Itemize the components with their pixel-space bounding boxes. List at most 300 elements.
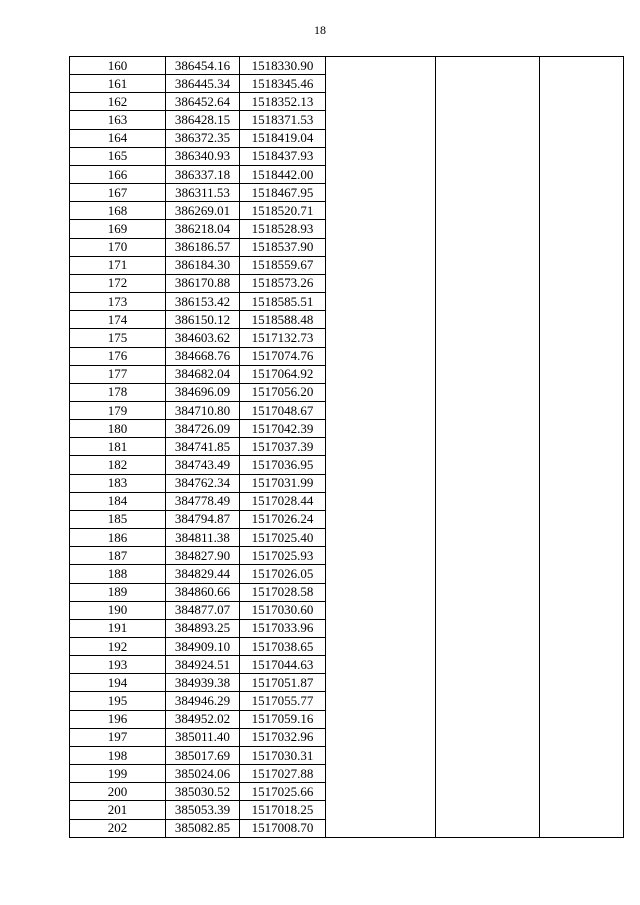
- y-coordinate-cell: 1517056.20: [240, 383, 326, 401]
- point-number-cell: 169: [70, 220, 166, 238]
- empty-cell: [540, 202, 624, 220]
- y-coordinate-cell: 1517059.16: [240, 710, 326, 728]
- empty-cell: [326, 202, 436, 220]
- table-row: [70, 438, 624, 456]
- empty-cell: [436, 638, 540, 656]
- x-coordinate-cell: 384682.04: [166, 365, 240, 383]
- coordinates-table: [69, 56, 624, 838]
- table-row: [70, 256, 624, 274]
- empty-cell: [540, 765, 624, 783]
- point-number-cell: 163: [70, 111, 166, 129]
- y-coordinate-cell: 1518537.90: [240, 238, 326, 256]
- x-coordinate-cell: 386452.64: [166, 93, 240, 111]
- table-row: [70, 765, 624, 783]
- table-row: [70, 674, 624, 692]
- empty-cell: [326, 57, 436, 75]
- table-row: [70, 347, 624, 365]
- empty-cell: [326, 710, 436, 728]
- empty-cell: [326, 583, 436, 601]
- empty-cell: [540, 238, 624, 256]
- point-number-cell: 175: [70, 329, 166, 347]
- empty-cell: [540, 274, 624, 292]
- table-row: [70, 456, 624, 474]
- point-number-cell: 172: [70, 274, 166, 292]
- empty-cell: [436, 510, 540, 528]
- y-coordinate-cell: 1518588.48: [240, 311, 326, 329]
- empty-cell: [540, 583, 624, 601]
- empty-cell: [326, 492, 436, 510]
- empty-cell: [326, 93, 436, 111]
- empty-cell: [326, 601, 436, 619]
- empty-cell: [436, 674, 540, 692]
- point-number-cell: 181: [70, 438, 166, 456]
- y-coordinate-cell: 1517025.66: [240, 783, 326, 801]
- empty-cell: [326, 111, 436, 129]
- empty-cell: [436, 746, 540, 764]
- empty-cell: [540, 438, 624, 456]
- empty-cell: [326, 184, 436, 202]
- y-coordinate-cell: 1517074.76: [240, 347, 326, 365]
- empty-cell: [436, 238, 540, 256]
- empty-cell: [540, 165, 624, 183]
- x-coordinate-cell: 384794.87: [166, 510, 240, 528]
- table-row: [70, 57, 624, 75]
- y-coordinate-cell: 1518437.93: [240, 147, 326, 165]
- table-row: [70, 692, 624, 710]
- y-coordinate-cell: 1517036.95: [240, 456, 326, 474]
- point-number-cell: 179: [70, 401, 166, 419]
- empty-cell: [436, 783, 540, 801]
- point-number-cell: 182: [70, 456, 166, 474]
- x-coordinate-cell: 384741.85: [166, 438, 240, 456]
- empty-cell: [436, 474, 540, 492]
- x-coordinate-cell: 384710.80: [166, 401, 240, 419]
- empty-cell: [326, 674, 436, 692]
- x-coordinate-cell: 384726.09: [166, 420, 240, 438]
- empty-cell: [540, 347, 624, 365]
- table-row: [70, 529, 624, 547]
- empty-cell: [436, 293, 540, 311]
- y-coordinate-cell: 1517042.39: [240, 420, 326, 438]
- empty-cell: [540, 547, 624, 565]
- point-number-cell: 193: [70, 656, 166, 674]
- y-coordinate-cell: 1518345.46: [240, 75, 326, 93]
- empty-cell: [436, 492, 540, 510]
- x-coordinate-cell: 384778.49: [166, 492, 240, 510]
- point-number-cell: 194: [70, 674, 166, 692]
- point-number-cell: 166: [70, 165, 166, 183]
- point-number-cell: 164: [70, 129, 166, 147]
- empty-cell: [540, 93, 624, 111]
- empty-cell: [540, 365, 624, 383]
- x-coordinate-cell: 386153.42: [166, 293, 240, 311]
- y-coordinate-cell: 1517025.93: [240, 547, 326, 565]
- empty-cell: [436, 801, 540, 819]
- empty-cell: [540, 619, 624, 637]
- empty-cell: [326, 383, 436, 401]
- table-row: [70, 565, 624, 583]
- empty-cell: [540, 456, 624, 474]
- empty-cell: [436, 93, 540, 111]
- empty-cell: [436, 710, 540, 728]
- empty-cell: [326, 420, 436, 438]
- point-number-cell: 192: [70, 638, 166, 656]
- empty-cell: [326, 311, 436, 329]
- empty-cell: [436, 565, 540, 583]
- empty-cell: [540, 256, 624, 274]
- point-number-cell: 180: [70, 420, 166, 438]
- table-row: [70, 819, 624, 837]
- point-number-cell: 167: [70, 184, 166, 202]
- empty-cell: [436, 347, 540, 365]
- x-coordinate-cell: 384743.49: [166, 456, 240, 474]
- empty-cell: [436, 165, 540, 183]
- x-coordinate-cell: 384946.29: [166, 692, 240, 710]
- x-coordinate-cell: 386269.01: [166, 202, 240, 220]
- empty-cell: [436, 547, 540, 565]
- empty-cell: [326, 329, 436, 347]
- empty-cell: [436, 75, 540, 93]
- x-coordinate-cell: 384860.66: [166, 583, 240, 601]
- empty-cell: [436, 529, 540, 547]
- table-row: [70, 165, 624, 183]
- x-coordinate-cell: 384668.76: [166, 347, 240, 365]
- y-coordinate-cell: 1517030.31: [240, 746, 326, 764]
- table-row: [70, 147, 624, 165]
- y-coordinate-cell: 1517051.87: [240, 674, 326, 692]
- empty-cell: [540, 656, 624, 674]
- x-coordinate-cell: 386218.04: [166, 220, 240, 238]
- empty-cell: [540, 746, 624, 764]
- point-number-cell: 162: [70, 93, 166, 111]
- x-coordinate-cell: 384762.34: [166, 474, 240, 492]
- empty-cell: [540, 293, 624, 311]
- y-coordinate-cell: 1517028.44: [240, 492, 326, 510]
- empty-cell: [436, 583, 540, 601]
- y-coordinate-cell: 1517030.60: [240, 601, 326, 619]
- y-coordinate-cell: 1517037.39: [240, 438, 326, 456]
- point-number-cell: 165: [70, 147, 166, 165]
- empty-cell: [326, 238, 436, 256]
- y-coordinate-cell: 1517027.88: [240, 765, 326, 783]
- x-coordinate-cell: 386445.34: [166, 75, 240, 93]
- x-coordinate-cell: 384924.51: [166, 656, 240, 674]
- y-coordinate-cell: 1517026.05: [240, 565, 326, 583]
- table-row: [70, 220, 624, 238]
- table-row: [70, 801, 624, 819]
- y-coordinate-cell: 1518520.71: [240, 202, 326, 220]
- empty-cell: [540, 111, 624, 129]
- table-row: [70, 710, 624, 728]
- y-coordinate-cell: 1517031.99: [240, 474, 326, 492]
- empty-cell: [326, 728, 436, 746]
- empty-cell: [540, 129, 624, 147]
- y-coordinate-cell: 1517064.92: [240, 365, 326, 383]
- point-number-cell: 196: [70, 710, 166, 728]
- point-number-cell: 190: [70, 601, 166, 619]
- empty-cell: [540, 57, 624, 75]
- table-row: [70, 274, 624, 292]
- x-coordinate-cell: 386184.30: [166, 256, 240, 274]
- page-number: 18: [314, 23, 326, 37]
- x-coordinate-cell: 384952.02: [166, 710, 240, 728]
- point-number-cell: 197: [70, 728, 166, 746]
- x-coordinate-cell: 384696.09: [166, 383, 240, 401]
- empty-cell: [436, 656, 540, 674]
- empty-cell: [436, 420, 540, 438]
- point-number-cell: 198: [70, 746, 166, 764]
- empty-cell: [436, 456, 540, 474]
- point-number-cell: 202: [70, 819, 166, 837]
- table-row: [70, 547, 624, 565]
- y-coordinate-cell: 1517044.63: [240, 656, 326, 674]
- x-coordinate-cell: 385024.06: [166, 765, 240, 783]
- empty-cell: [436, 147, 540, 165]
- y-coordinate-cell: 1518573.26: [240, 274, 326, 292]
- empty-cell: [326, 619, 436, 637]
- empty-cell: [436, 728, 540, 746]
- x-coordinate-cell: 386150.12: [166, 311, 240, 329]
- empty-cell: [326, 819, 436, 837]
- x-coordinate-cell: 385053.39: [166, 801, 240, 819]
- point-number-cell: 170: [70, 238, 166, 256]
- empty-cell: [540, 710, 624, 728]
- empty-cell: [540, 474, 624, 492]
- empty-cell: [540, 801, 624, 819]
- empty-cell: [540, 783, 624, 801]
- x-coordinate-cell: 384877.07: [166, 601, 240, 619]
- empty-cell: [326, 274, 436, 292]
- empty-cell: [436, 256, 540, 274]
- table-row: [70, 746, 624, 764]
- x-coordinate-cell: 384829.44: [166, 565, 240, 583]
- y-coordinate-cell: 1517032.96: [240, 728, 326, 746]
- table-row: [70, 184, 624, 202]
- y-coordinate-cell: 1517028.58: [240, 583, 326, 601]
- empty-cell: [436, 111, 540, 129]
- empty-cell: [540, 401, 624, 419]
- table-row: [70, 111, 624, 129]
- point-number-cell: 171: [70, 256, 166, 274]
- point-number-cell: 201: [70, 801, 166, 819]
- point-number-cell: 161: [70, 75, 166, 93]
- empty-cell: [436, 438, 540, 456]
- empty-cell: [326, 565, 436, 583]
- x-coordinate-cell: 386311.53: [166, 184, 240, 202]
- y-coordinate-cell: 1517025.40: [240, 529, 326, 547]
- y-coordinate-cell: 1518330.90: [240, 57, 326, 75]
- y-coordinate-cell: 1517033.96: [240, 619, 326, 637]
- empty-cell: [436, 202, 540, 220]
- y-coordinate-cell: 1517018.25: [240, 801, 326, 819]
- empty-cell: [436, 601, 540, 619]
- empty-cell: [540, 638, 624, 656]
- y-coordinate-cell: 1518559.67: [240, 256, 326, 274]
- x-coordinate-cell: 385017.69: [166, 746, 240, 764]
- table-row: [70, 601, 624, 619]
- empty-cell: [326, 547, 436, 565]
- empty-cell: [436, 692, 540, 710]
- empty-cell: [540, 311, 624, 329]
- empty-cell: [326, 220, 436, 238]
- table-row: [70, 383, 624, 401]
- empty-cell: [326, 474, 436, 492]
- table-row: [70, 75, 624, 93]
- empty-cell: [326, 746, 436, 764]
- x-coordinate-cell: 384893.25: [166, 619, 240, 637]
- empty-cell: [436, 184, 540, 202]
- empty-cell: [540, 329, 624, 347]
- empty-cell: [436, 57, 540, 75]
- empty-cell: [436, 220, 540, 238]
- empty-cell: [326, 401, 436, 419]
- y-coordinate-cell: 1518371.53: [240, 111, 326, 129]
- x-coordinate-cell: 386337.18: [166, 165, 240, 183]
- y-coordinate-cell: 1517026.24: [240, 510, 326, 528]
- table-row: [70, 401, 624, 419]
- empty-cell: [326, 438, 436, 456]
- x-coordinate-cell: 386428.15: [166, 111, 240, 129]
- point-number-cell: 184: [70, 492, 166, 510]
- table-row: [70, 783, 624, 801]
- point-number-cell: 176: [70, 347, 166, 365]
- y-coordinate-cell: 1517048.67: [240, 401, 326, 419]
- x-coordinate-cell: 384811.38: [166, 529, 240, 547]
- point-number-cell: 185: [70, 510, 166, 528]
- y-coordinate-cell: 1517055.77: [240, 692, 326, 710]
- empty-cell: [540, 420, 624, 438]
- y-coordinate-cell: 1517038.65: [240, 638, 326, 656]
- x-coordinate-cell: 386340.93: [166, 147, 240, 165]
- empty-cell: [326, 365, 436, 383]
- point-number-cell: 183: [70, 474, 166, 492]
- empty-cell: [326, 692, 436, 710]
- table-row: [70, 474, 624, 492]
- y-coordinate-cell: 1518442.00: [240, 165, 326, 183]
- table-row: [70, 619, 624, 637]
- empty-cell: [436, 819, 540, 837]
- empty-cell: [326, 638, 436, 656]
- table-row: [70, 583, 624, 601]
- empty-cell: [436, 329, 540, 347]
- table-row: [70, 311, 624, 329]
- empty-cell: [540, 383, 624, 401]
- point-number-cell: 178: [70, 383, 166, 401]
- empty-cell: [540, 220, 624, 238]
- empty-cell: [326, 783, 436, 801]
- x-coordinate-cell: 386454.16: [166, 57, 240, 75]
- point-number-cell: 177: [70, 365, 166, 383]
- table-row: [70, 129, 624, 147]
- x-coordinate-cell: 385011.40: [166, 728, 240, 746]
- empty-cell: [436, 274, 540, 292]
- empty-cell: [540, 601, 624, 619]
- empty-cell: [326, 347, 436, 365]
- table-row: [70, 293, 624, 311]
- empty-cell: [540, 692, 624, 710]
- table-row: [70, 492, 624, 510]
- empty-cell: [540, 529, 624, 547]
- empty-cell: [326, 529, 436, 547]
- empty-cell: [326, 765, 436, 783]
- point-number-cell: 199: [70, 765, 166, 783]
- empty-cell: [436, 401, 540, 419]
- point-number-cell: 186: [70, 529, 166, 547]
- table-row: [70, 238, 624, 256]
- table-row: [70, 365, 624, 383]
- empty-cell: [436, 311, 540, 329]
- point-number-cell: 191: [70, 619, 166, 637]
- empty-cell: [326, 165, 436, 183]
- y-coordinate-cell: 1518467.95: [240, 184, 326, 202]
- point-number-cell: 174: [70, 311, 166, 329]
- point-number-cell: 188: [70, 565, 166, 583]
- empty-cell: [326, 75, 436, 93]
- coordinates-table-body: [70, 57, 624, 838]
- point-number-cell: 160: [70, 57, 166, 75]
- empty-cell: [436, 765, 540, 783]
- y-coordinate-cell: 1517132.73: [240, 329, 326, 347]
- point-number-cell: 200: [70, 783, 166, 801]
- table-row: [70, 638, 624, 656]
- table-row: [70, 656, 624, 674]
- empty-cell: [326, 256, 436, 274]
- x-coordinate-cell: 386372.35: [166, 129, 240, 147]
- table-row: [70, 93, 624, 111]
- empty-cell: [540, 147, 624, 165]
- empty-cell: [326, 656, 436, 674]
- x-coordinate-cell: 384603.62: [166, 329, 240, 347]
- empty-cell: [326, 801, 436, 819]
- empty-cell: [436, 619, 540, 637]
- x-coordinate-cell: 384939.38: [166, 674, 240, 692]
- point-number-cell: 168: [70, 202, 166, 220]
- empty-cell: [436, 129, 540, 147]
- empty-cell: [436, 365, 540, 383]
- x-coordinate-cell: 385082.85: [166, 819, 240, 837]
- table-row: [70, 420, 624, 438]
- empty-cell: [540, 728, 624, 746]
- table-row: [70, 510, 624, 528]
- x-coordinate-cell: 385030.52: [166, 783, 240, 801]
- table-row: [70, 202, 624, 220]
- y-coordinate-cell: 1518419.04: [240, 129, 326, 147]
- x-coordinate-cell: 386170.88: [166, 274, 240, 292]
- x-coordinate-cell: 384827.90: [166, 547, 240, 565]
- table-row: [70, 728, 624, 746]
- empty-cell: [540, 510, 624, 528]
- empty-cell: [326, 293, 436, 311]
- x-coordinate-cell: 384909.10: [166, 638, 240, 656]
- point-number-cell: 173: [70, 293, 166, 311]
- empty-cell: [436, 383, 540, 401]
- empty-cell: [326, 129, 436, 147]
- empty-cell: [326, 147, 436, 165]
- empty-cell: [540, 184, 624, 202]
- y-coordinate-cell: 1518352.13: [240, 93, 326, 111]
- x-coordinate-cell: 386186.57: [166, 238, 240, 256]
- empty-cell: [540, 492, 624, 510]
- point-number-cell: 195: [70, 692, 166, 710]
- empty-cell: [326, 456, 436, 474]
- point-number-cell: 189: [70, 583, 166, 601]
- point-number-cell: 187: [70, 547, 166, 565]
- table-row: [70, 329, 624, 347]
- y-coordinate-cell: 1518528.93: [240, 220, 326, 238]
- empty-cell: [326, 510, 436, 528]
- empty-cell: [540, 819, 624, 837]
- empty-cell: [540, 565, 624, 583]
